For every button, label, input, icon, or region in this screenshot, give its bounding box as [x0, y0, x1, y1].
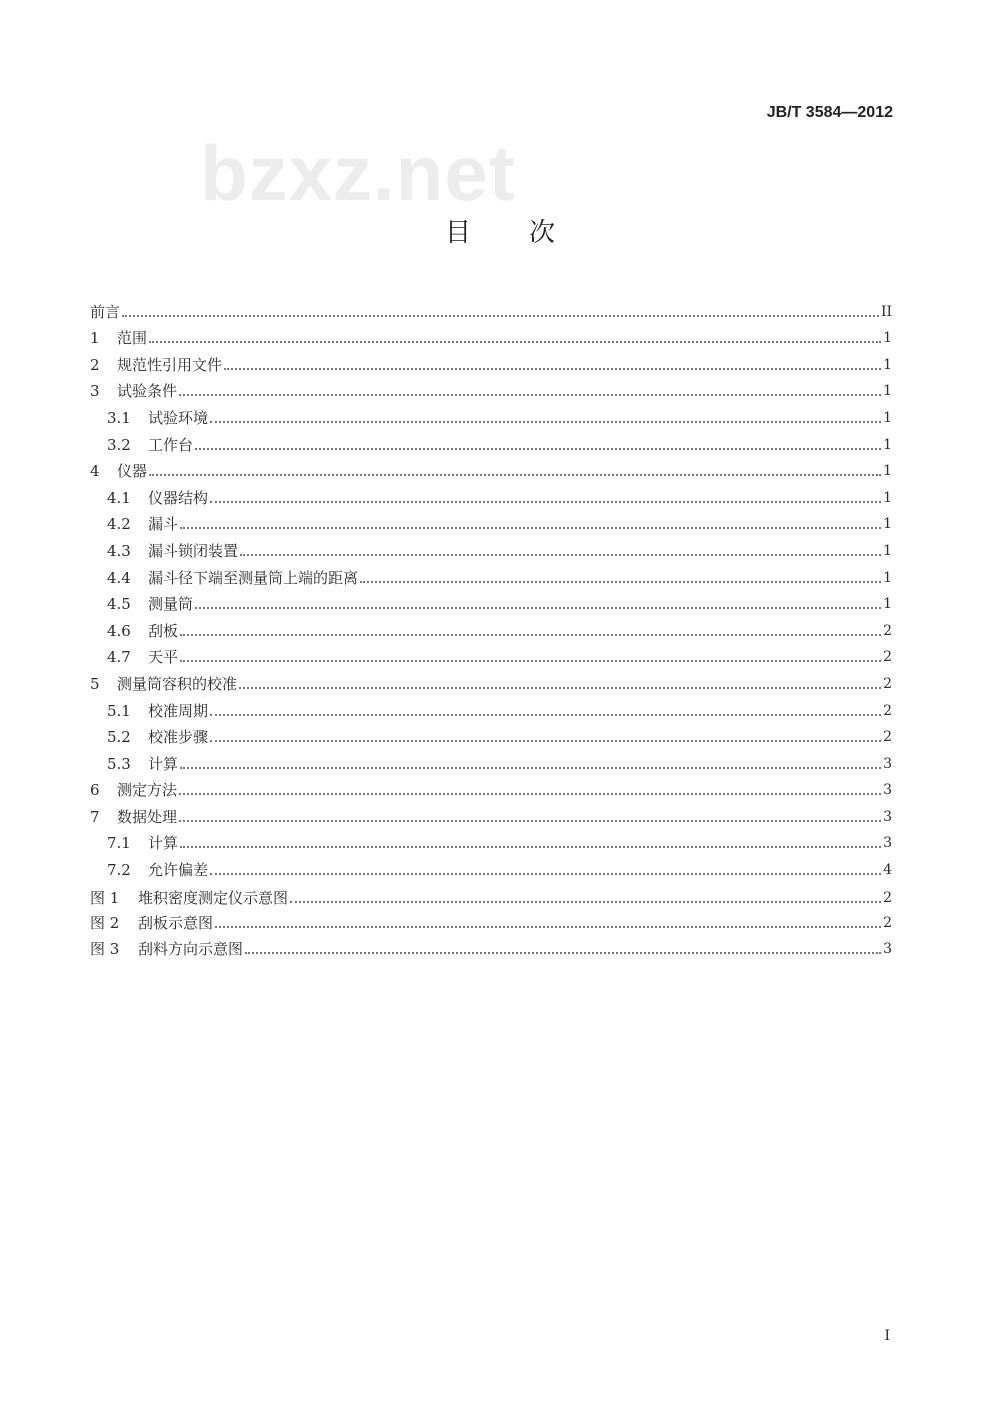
toc-entry[interactable]: [90, 347, 892, 374]
toc-entry-number: 4: [90, 462, 100, 481]
toc-entry[interactable]: [90, 799, 892, 826]
toc-entry-label: 测量筒容积的校准: [117, 674, 238, 693]
leader-dots: [210, 740, 881, 742]
toc-entry-number: 4.2: [107, 515, 131, 534]
toc-entry-label: 仪器: [117, 462, 148, 481]
toc-entry[interactable]: [90, 640, 892, 667]
toc-entry-label: 计算: [148, 754, 179, 773]
toc-entry-page: 3: [883, 940, 892, 957]
toc-entry-page: 1: [883, 569, 892, 586]
leader-dots: [180, 660, 881, 662]
toc-entry-number: 6: [90, 781, 100, 800]
leader-dots: [360, 581, 881, 583]
toc-entry[interactable]: [90, 907, 892, 933]
leader-dots: [210, 501, 881, 503]
toc-entry-label: 数据处理: [117, 807, 178, 826]
toc-entry-page: 2: [883, 729, 892, 746]
table-of-contents: [90, 294, 892, 958]
leader-dots: [210, 714, 881, 716]
leader-dots: [149, 474, 881, 476]
toc-entry-page: 2: [883, 702, 892, 719]
toc-entry[interactable]: [90, 693, 892, 720]
toc-entry[interactable]: [90, 746, 892, 773]
toc-entry-page: 1: [883, 356, 892, 373]
toc-entry[interactable]: [90, 560, 892, 587]
toc-entry-page: 1: [883, 596, 892, 613]
toc-entry-label: 天平: [148, 648, 179, 667]
leader-dots: [224, 368, 881, 370]
toc-entry[interactable]: [90, 932, 892, 958]
toc-entry-label: 校准周期: [148, 701, 209, 720]
toc-entry-label: 刮板示意图: [138, 914, 214, 933]
toc-entry-label: 刮料方向示意图: [138, 939, 244, 958]
toc-entry[interactable]: [90, 374, 892, 401]
leader-dots: [195, 607, 881, 609]
toc-entry[interactable]: [90, 587, 892, 614]
leader-dots: [239, 687, 881, 689]
toc-entry-page: II: [880, 303, 892, 320]
toc-entry-number: 5.3: [107, 754, 131, 773]
leader-dots: [290, 901, 881, 903]
toc-entry-page: 2: [883, 675, 892, 692]
toc-entry-page: 1: [883, 463, 892, 480]
toc-entry-number: 4.5: [107, 595, 131, 614]
toc-entry-number: 图 1: [90, 888, 120, 907]
toc-entry[interactable]: [90, 533, 892, 560]
toc-entry-page: 1: [883, 436, 892, 453]
page-number: I: [884, 1328, 890, 1344]
toc-entry[interactable]: [90, 826, 892, 853]
leader-dots: [122, 315, 879, 317]
toc-entry-number: 3.2: [107, 435, 131, 454]
toc-entry[interactable]: [90, 720, 892, 747]
toc-entry-label: 测量筒: [148, 595, 194, 614]
toc-entry-page: 1: [883, 516, 892, 533]
toc-entry[interactable]: [90, 666, 892, 693]
toc-entry[interactable]: [90, 454, 892, 481]
toc-entry-label: 试验条件: [117, 382, 178, 401]
toc-entry-number: 1: [90, 329, 100, 348]
toc-entry-page: 2: [883, 649, 892, 666]
toc-entry-page: 3: [883, 782, 892, 799]
toc-entry[interactable]: [90, 507, 892, 534]
leader-dots: [195, 448, 881, 450]
leader-dots: [210, 873, 881, 875]
toc-entry-number: 5.1: [107, 701, 131, 720]
toc-entry-number: 3.1: [107, 408, 131, 427]
leader-dots: [210, 421, 881, 423]
toc-entry-label: 仪器结构: [148, 488, 209, 507]
toc-entry-label: 漏斗: [148, 515, 179, 534]
toc-entry-label: 测定方法: [117, 781, 178, 800]
leader-dots: [180, 767, 881, 769]
toc-entry-number: 图 3: [90, 939, 120, 958]
watermark: bzxz.net: [200, 129, 516, 217]
leader-dots: [180, 527, 881, 529]
toc-entry[interactable]: [90, 427, 892, 454]
toc-entry-number: 3: [90, 382, 100, 401]
toc-entry[interactable]: [90, 400, 892, 427]
toc-entry-page: 3: [883, 835, 892, 852]
toc-entry-label: 前言: [90, 302, 121, 321]
toc-entry-label: 堆积密度测定仪示意图: [138, 888, 289, 907]
toc-entry-label: 规范性引用文件: [117, 355, 223, 374]
toc-entry-page: 1: [883, 542, 892, 559]
toc-entry[interactable]: [90, 321, 892, 348]
toc-entry-label: 计算: [148, 834, 179, 853]
toc-entry-number: 5.2: [107, 728, 131, 747]
toc-entry-page: 2: [883, 622, 892, 639]
leader-dots: [179, 793, 881, 795]
toc-entry-label: 漏斗锁闭装置: [148, 541, 239, 560]
toc-entry-label: 试验环境: [148, 408, 209, 427]
toc-entry-number: 4.7: [107, 648, 131, 667]
toc-entry-label: 工作台: [148, 435, 194, 454]
toc-entry-page: 1: [883, 409, 892, 426]
toc-entry-page: 3: [883, 755, 892, 772]
standard-number: JB/T 3584—2012: [766, 104, 893, 121]
toc-entry-page: 4: [883, 862, 892, 879]
toc-entry-label: 范围: [117, 329, 148, 348]
toc-entry[interactable]: [90, 480, 892, 507]
toc-entry[interactable]: [90, 294, 892, 321]
leader-dots: [149, 341, 881, 343]
leader-dots: [179, 394, 881, 396]
toc-entry-label: 校准步骤: [148, 728, 209, 747]
leader-dots: [215, 926, 881, 928]
toc-entry-page: 3: [883, 808, 892, 825]
leader-dots: [179, 820, 881, 822]
toc-entry-number: 4.3: [107, 541, 131, 560]
toc-entry-number: 4.6: [107, 621, 131, 640]
toc-entry-number: 7: [90, 807, 100, 826]
leader-dots: [240, 554, 881, 556]
toc-entry-label: 刮板: [148, 621, 179, 640]
toc-entry-page: 1: [883, 489, 892, 506]
toc-entry-number: 4.4: [107, 568, 131, 587]
toc-entry[interactable]: [90, 773, 892, 800]
toc-entry[interactable]: [90, 613, 892, 640]
leader-dots: [245, 952, 881, 954]
toc-entry-number: 7.2: [107, 861, 131, 880]
toc-entry-number: 图 2: [90, 914, 120, 933]
toc-entry-label: 允许偏差: [148, 861, 209, 880]
toc-entry-page: 2: [883, 889, 892, 906]
toc-entry-number: 2: [90, 355, 100, 374]
toc-entry-page: 1: [883, 383, 892, 400]
toc-entry-number: 7.1: [107, 834, 131, 853]
toc-entry-page: 1: [883, 330, 892, 347]
leader-dots: [180, 634, 881, 636]
toc-entry[interactable]: [90, 881, 892, 907]
toc-entry-label: 漏斗径下端至测量筒上端的距离: [148, 568, 359, 587]
toc-entry-number: 5: [90, 674, 100, 693]
toc-entry-number: 4.1: [107, 488, 131, 507]
toc-entry-page: 2: [883, 915, 892, 932]
toc-entry[interactable]: [90, 852, 892, 879]
page-title: 目次: [444, 218, 613, 248]
leader-dots: [180, 846, 881, 848]
